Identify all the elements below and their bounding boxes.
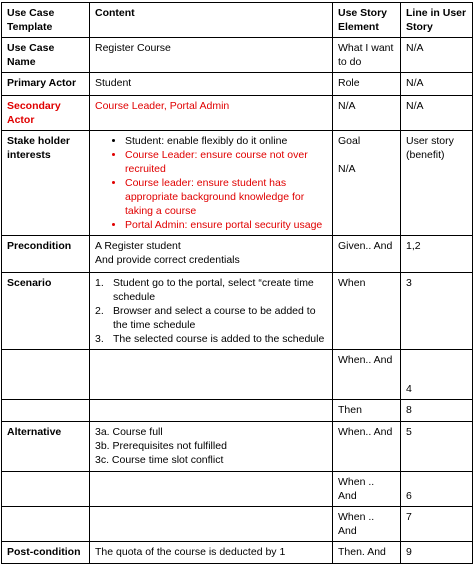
label-precondition: Precondition <box>2 236 90 273</box>
element-alternative: When.. And <box>333 422 401 472</box>
stakeholder-item: • Course leader: ensure student has appropriate background knowledge for taking a course <box>125 176 327 218</box>
row-primary-actor <box>2 73 473 96</box>
step-text: Browser and select a course to be added to the time schedule <box>113 305 316 331</box>
step-number: 1. <box>95 277 104 289</box>
line-scenario: 3 <box>401 273 473 350</box>
element-use-case-name: What I want to do <box>333 38 401 73</box>
element-alternative-2: When .. And <box>333 472 401 507</box>
element-post-condition: Then. And <box>333 542 401 564</box>
header-element: Use Story Element <box>333 3 401 38</box>
label-stakeholder: Stake holder interests <box>2 131 90 236</box>
label-secondary-actor: Secondary Actor <box>2 96 90 131</box>
line-scenario-2: 4 <box>401 350 473 400</box>
precondition-line-2: And provide correct credentials <box>95 254 240 266</box>
line-alternative-3: 7 <box>401 507 473 542</box>
row-secondary-actor <box>2 96 473 131</box>
stakeholder-list <box>95 134 327 232</box>
row-use-case-name <box>2 38 473 73</box>
row-scenario <box>2 273 473 350</box>
row-alternative-3 <box>2 507 473 542</box>
content-primary-actor: Student <box>90 73 333 96</box>
row-post-condition <box>2 542 473 564</box>
alternative-item: 3a. Course full <box>95 426 163 438</box>
scenario-steps <box>95 276 327 346</box>
line-post-condition: 9 <box>401 542 473 564</box>
line-scenario-3: 8 <box>401 400 473 422</box>
line-alternative-2: 6 <box>401 472 473 507</box>
element-stakeholder <box>333 131 401 236</box>
label-use-case-name: Use Case Name <box>2 38 90 73</box>
content-secondary-actor: Course Leader, Portal Admin <box>90 96 333 131</box>
line-primary-actor: N/A <box>401 73 473 96</box>
row-stakeholder <box>2 131 473 236</box>
row-alternative <box>2 422 473 472</box>
row-alternative-2 <box>2 472 473 507</box>
use-case-table <box>1 2 473 564</box>
stakeholder-item: • Portal Admin: ensure portal security usage <box>125 218 327 232</box>
step-number: 2. <box>95 305 104 317</box>
content-scenario <box>90 273 333 350</box>
element-stakeholder-goal: Goal <box>338 135 361 147</box>
line-secondary-actor: N/A <box>401 96 473 131</box>
element-scenario-2: When.. And <box>333 350 401 400</box>
element-alternative-3: When .. And <box>333 507 401 542</box>
line-use-case-name: N/A <box>401 38 473 73</box>
label-post-condition: Post-condition <box>2 542 90 564</box>
scenario-step <box>95 304 327 332</box>
alternative-item: 3b. Prerequisites not fulfilled <box>95 440 227 452</box>
content-alternative <box>90 422 333 472</box>
precondition-line-1: A Register student <box>95 240 181 252</box>
line-precondition: 1,2 <box>401 236 473 273</box>
element-scenario: When <box>333 273 401 350</box>
step-text: The selected course is added to the schedule <box>113 333 325 345</box>
content-post-condition: The quota of the course is deducted by 1 <box>90 542 333 564</box>
line-alternative: 5 <box>401 422 473 472</box>
header-row <box>2 3 473 38</box>
line-stakeholder: User story (benefit) <box>401 131 473 236</box>
header-line: Line in User Story <box>401 3 473 38</box>
alternative-item: 3c. Course time slot conflict <box>95 454 224 466</box>
element-scenario-3: Then <box>333 400 401 422</box>
stakeholder-item: • Student: enable flexibly do it online <box>125 134 327 148</box>
content-use-case-name: Register Course <box>90 38 333 73</box>
stakeholder-item: • Course Leader: ensure course not over recruited <box>125 148 327 176</box>
element-stakeholder-na: N/A <box>338 163 356 175</box>
row-scenario-3 <box>2 400 473 422</box>
content-precondition <box>90 236 333 273</box>
content-stakeholder <box>90 131 333 236</box>
row-precondition <box>2 236 473 273</box>
alternative-list <box>95 425 327 467</box>
label-scenario: Scenario <box>2 273 90 350</box>
step-number: 3. <box>95 333 104 345</box>
element-secondary-actor: N/A <box>333 96 401 131</box>
label-alternative: Alternative <box>2 422 90 472</box>
header-content: Content <box>90 3 333 38</box>
header-template: Use Case Template <box>2 3 90 38</box>
step-text: Student go to the portal, select “create time schedule <box>113 277 314 303</box>
scenario-step <box>95 276 327 304</box>
element-primary-actor: Role <box>333 73 401 96</box>
element-precondition: Given.. And <box>333 236 401 273</box>
row-scenario-2 <box>2 350 473 400</box>
scenario-step <box>95 332 327 346</box>
label-primary-actor: Primary Actor <box>2 73 90 96</box>
